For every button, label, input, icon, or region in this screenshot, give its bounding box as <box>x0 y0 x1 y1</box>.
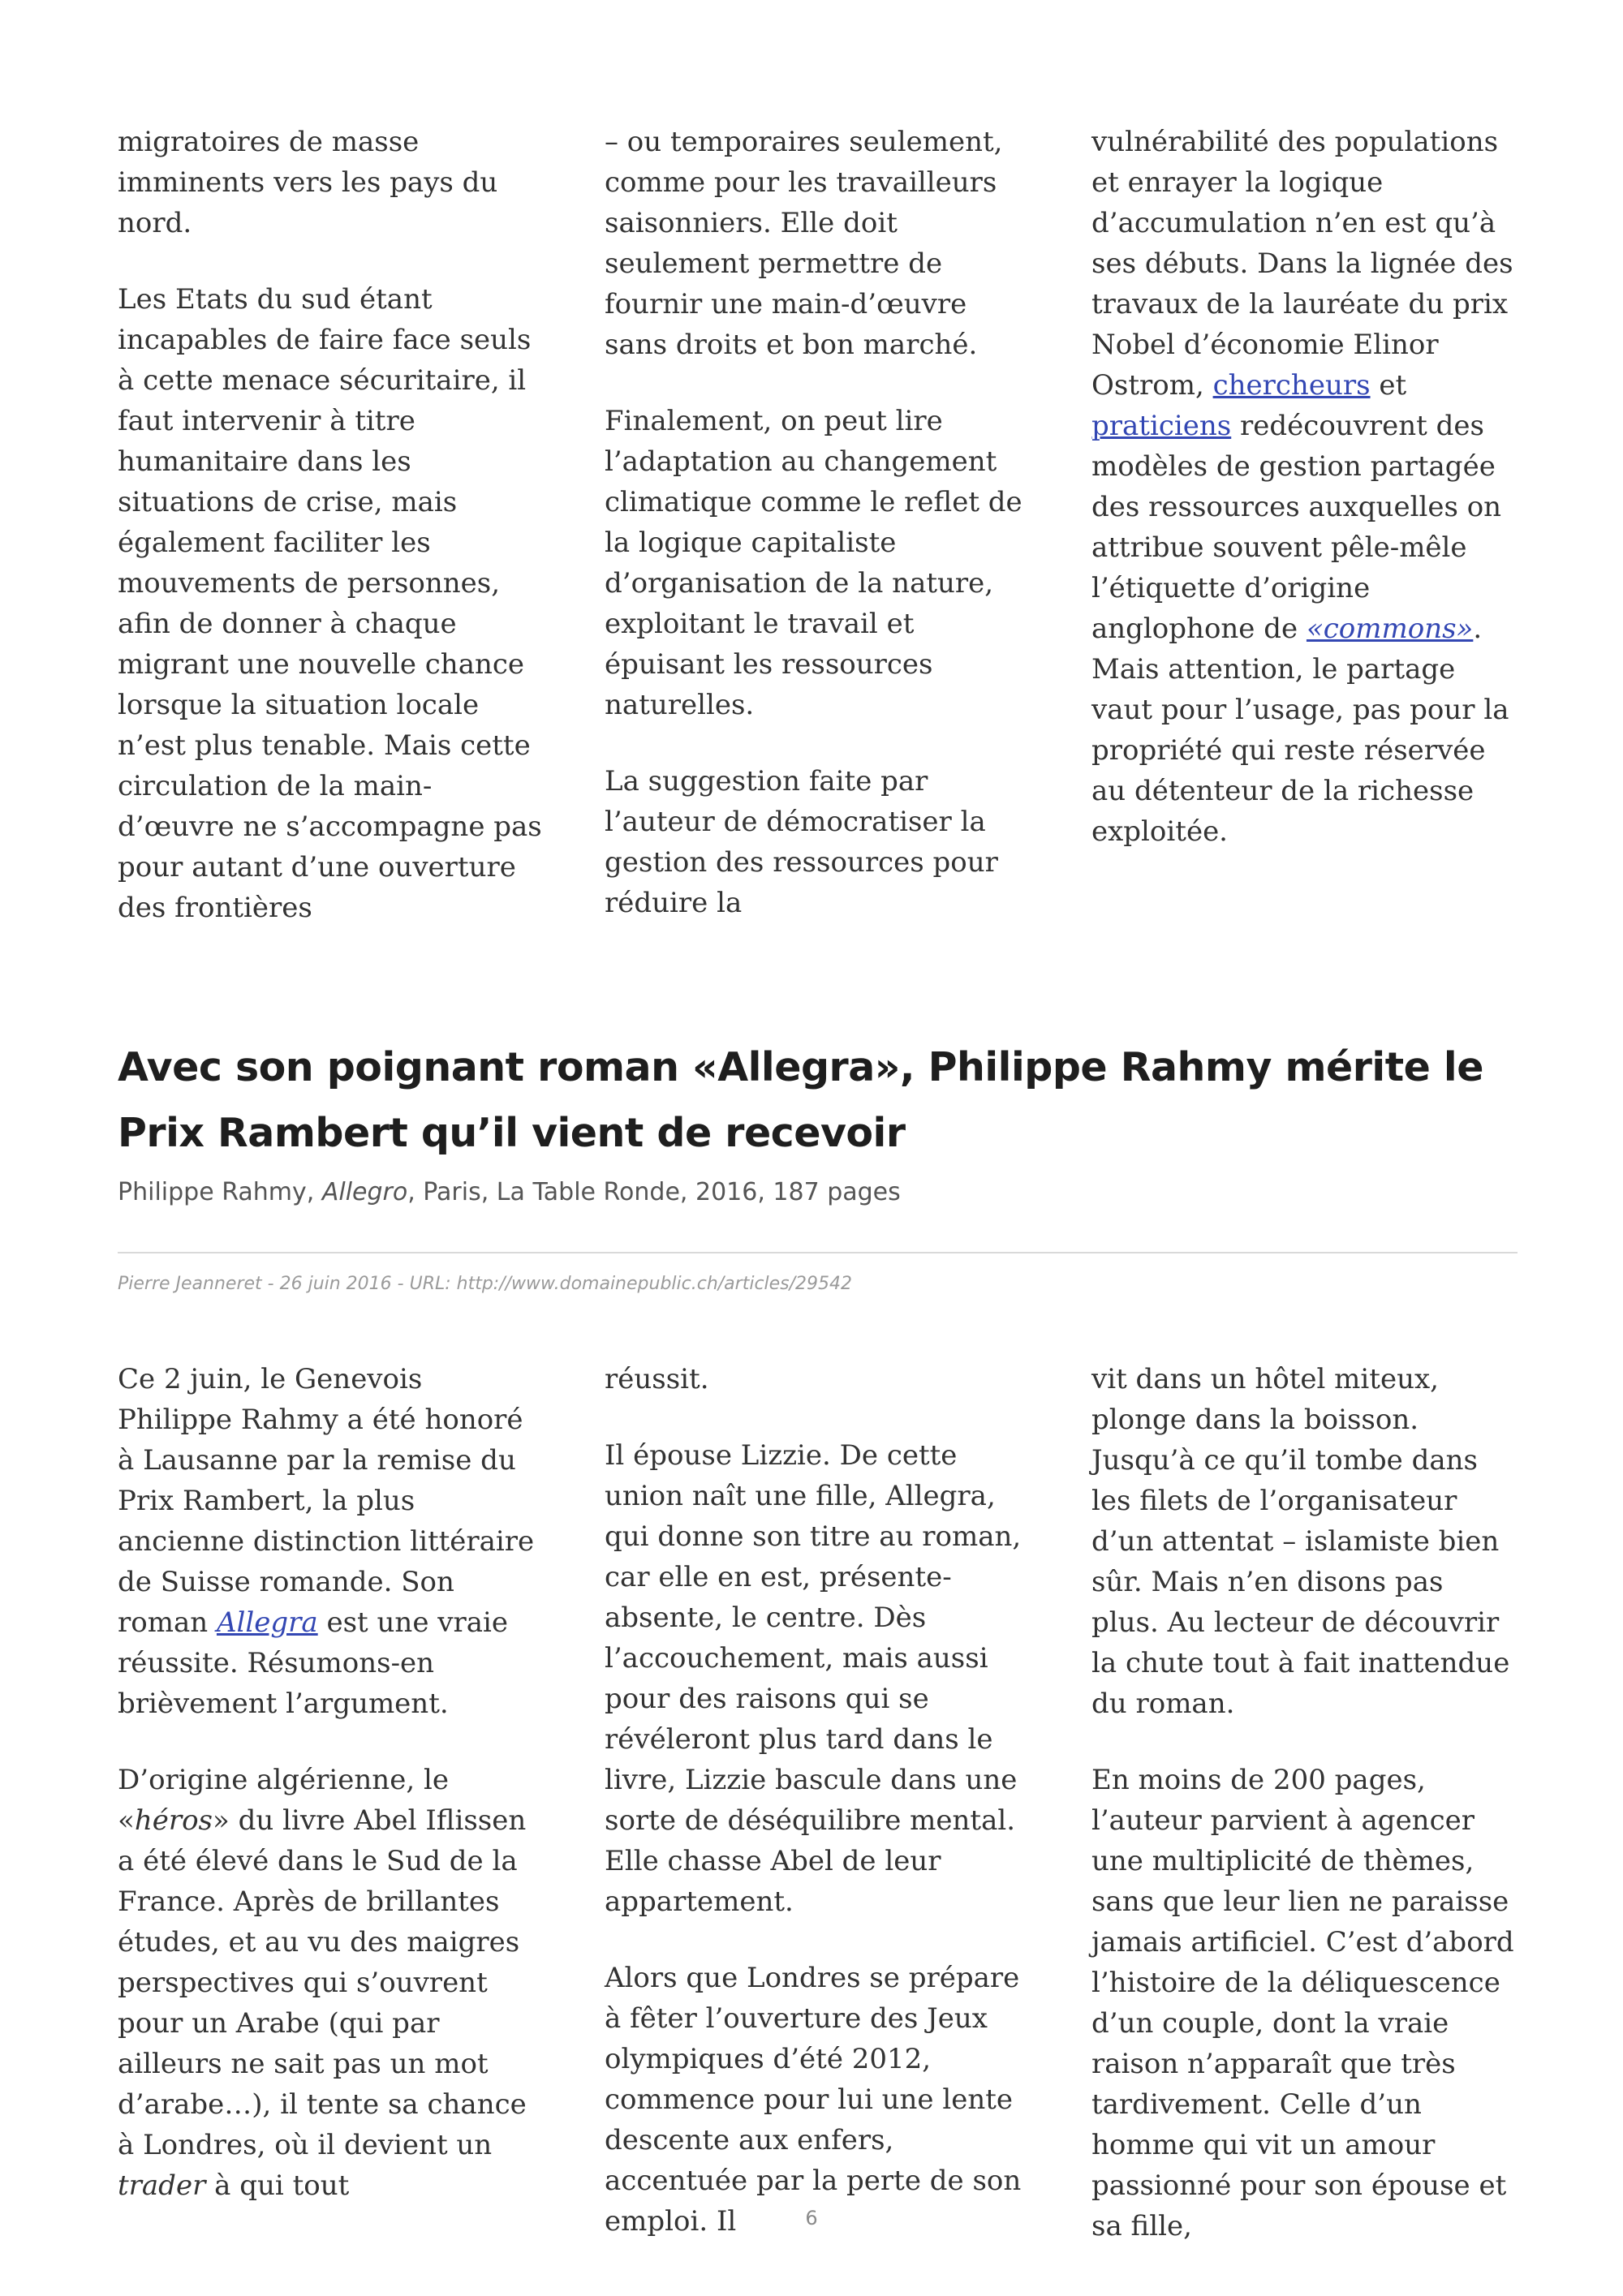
paragraph: réussit. <box>605 1363 709 1395</box>
article-subtitle <box>118 1178 901 1206</box>
paragraph: Il épouse Lizzie. De cette union naît une fille, Allegra, qui donne son titre au roman, car elle en est, présente-absente, le centre. Dès l’accouchement, mais aussi pour des raisons qui se révéleront plus tard dans le livre, Lizzie bascule dans une sorte de déséquilibre mental. Elle chasse Abel de leur appartement. <box>605 1439 1022 1918</box>
paragraph: Alors que Londres se prépare à fêter l’ouverture des Jeux olympiques d’été 2012, commence pour lui une lente descente aux enfers, accentuée par la perte de son emploi. Il <box>605 1962 1022 2238</box>
paragraph: En moins de 200 pages, l’auteur parvient à agencer une multiplicité de thèmes, sans que leur lien ne paraisse jamais artificiel. C’est d’abord l’histoire de la déliquescence d’un couple, dont la vraie raison n’apparaît que très tardivement. Celle d’un homme qui vit un amour passionné pour son épouse et sa fille, <box>1091 1764 1514 2242</box>
paragraph: Finalement, on peut lire l’adaptation au changement climatique comme le reflet de la logique capitaliste d’organisation de la nature, exploitant le travail et épuisant les ressources naturelles. <box>605 405 1022 721</box>
paragraph: vit dans un hôtel miteux, plonge dans la boisson. Jusqu’à ce qu’il tombe dans les filets de l’organisateur d’un attentat – islamiste bien sûr. Mais n’en disons pas plus. Au lecteur de découvrir la chute tout à fait inattendue du roman. <box>1091 1363 1510 1720</box>
paragraph: – ou temporaires seulement, comme pour les travailleurs saisonniers. Elle doit seulement permettre de fournir une main-d’œuvre sans droits et bon marché. <box>605 126 1003 361</box>
text-run: est une vraie réussite. Résumons-en brièvement l’argument. <box>118 1606 508 1720</box>
paragraph: migratoires de masse imminents vers les pays du nord. <box>118 126 498 239</box>
chercheurs-link[interactable]: chercheurs <box>1212 369 1371 402</box>
page-number: 6 <box>805 2207 818 2229</box>
article-meta: Pierre Jeanneret - 26 juin 2016 - URL: http://www.domainepublic.ch/articles/29542 <box>118 1274 853 1294</box>
commons-link[interactable]: «commons» <box>1306 613 1474 645</box>
paragraph <box>118 1359 544 1724</box>
article-columns <box>118 1359 1518 2282</box>
text-run: redécouvrent des modèles de gestion partagée des ressources auxquelles on attribue souvent pêle-mêle l’étiquette d’origine anglophone de <box>1091 410 1502 645</box>
text-run: et <box>1379 369 1407 402</box>
text-run: Ce 2 juin, le Genevois Philippe Rahmy a été honoré à Lausanne par la remise du Prix Rambert, la plus ancienne distinction littéraire de Suisse romande. Son roman <box>118 1363 535 1639</box>
column-2 <box>605 122 1031 964</box>
divider <box>118 1252 1518 1253</box>
previous-article-columns <box>118 122 1518 964</box>
allegra-link[interactable]: Allegra <box>216 1606 318 1639</box>
column-1 <box>118 1359 544 2282</box>
emphasis: héros <box>134 1804 213 1837</box>
column-2 <box>605 1359 1031 2282</box>
paragraph <box>1091 122 1518 852</box>
paragraph: La suggestion faite par l’auteur de démocratiser la gestion des ressources pour réduire la <box>605 765 998 919</box>
text-run: vulnérabilité des populations et enrayer la logique d’accumulation n’en est qu’à ses débuts. Dans la lignée des travaux de la lauréate du prix Nobel d’économie Elinor Ostrom, <box>1091 126 1513 402</box>
emphasis: trader <box>118 2169 206 2202</box>
column-3 <box>1091 122 1518 964</box>
subtitle-book: Allegro <box>321 1178 408 1206</box>
text-run: à qui tout <box>214 2169 350 2202</box>
subtitle-rest: , Paris, La Table Ronde, 2016, 187 pages <box>407 1178 901 1206</box>
column-1 <box>118 122 544 964</box>
article-title: Avec son poignant roman «Allegra», Philippe Rahmy mérite le Prix Rambert qu’il vient de recevoir <box>118 1044 1483 1156</box>
praticiens-link[interactable]: praticiens <box>1091 410 1232 442</box>
paragraph: Les Etats du sud étant incapables de faire face seuls à cette menace sécuritaire, il faut intervenir à titre humanitaire dans les situations de crise, mais également faciliter les mouvements de personnes, afin de donner à chaque migrant une nouvelle chance lorsque la situation locale n’est plus tenable. Mais cette circulation de la main-d’œuvre ne s’accompagne pas pour autant d’une ouverture des frontières <box>118 283 542 924</box>
text-run: » du livre Abel Iflissen a été élevé dans le Sud de la France. Après de brillantes études, et au vu des maigres perspectives qui s’ouvrent pour un Arabe (qui par ailleurs ne sait pas un mot d’arabe…), il tente sa chance à Londres, où il devient un <box>118 1804 527 2161</box>
text-run: . Mais attention, le partage vaut pour l’usage, pas pour la propriété qui reste réservée au détenteur de la richesse exploitée. <box>1091 613 1509 848</box>
subtitle-author: Philippe Rahmy, <box>118 1178 315 1206</box>
paragraph <box>118 1760 544 2206</box>
column-3 <box>1091 1359 1518 2282</box>
text-run: D’origine algérienne, le « <box>118 1764 449 1837</box>
